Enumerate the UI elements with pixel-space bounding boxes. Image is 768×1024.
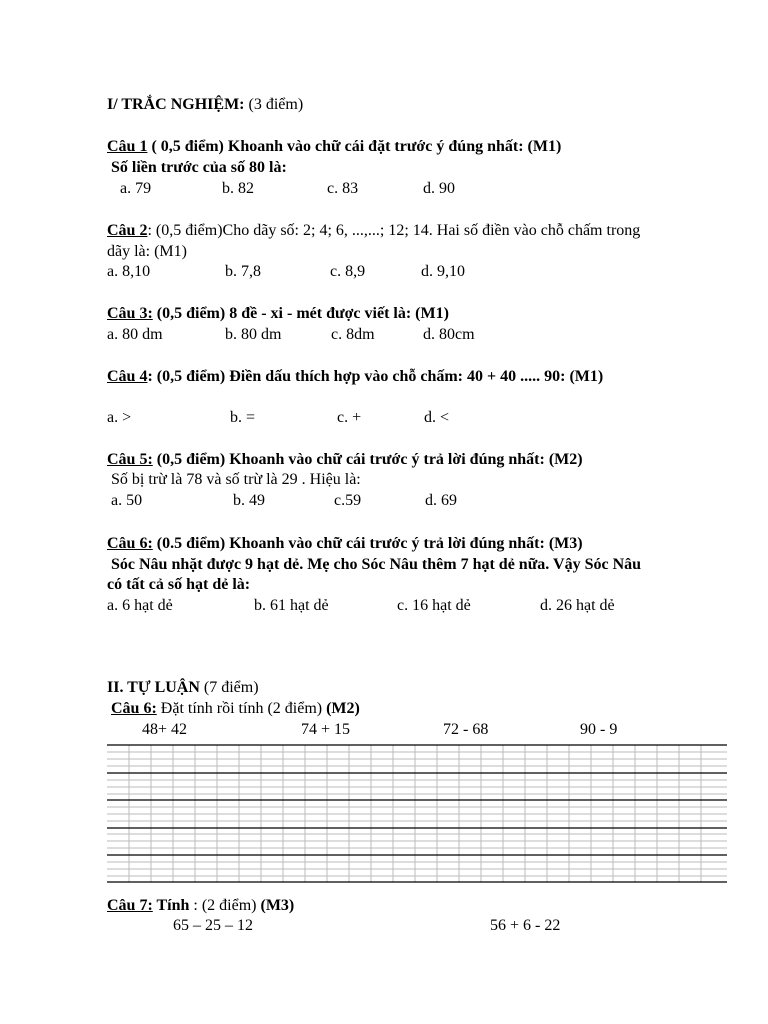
q6-option-d: d. 26 hạt dẻ (540, 597, 615, 614)
q1-option-c: c. 83 (327, 180, 359, 197)
q2-line (107, 221, 640, 241)
q2-option-a: a. 8,10 (107, 263, 151, 280)
section2-title: II. TỰ LUẬN (107, 679, 200, 696)
q4-option-c: c. + (337, 409, 362, 426)
q7-level: (M3) (260, 897, 295, 914)
q6-prompt-cont: có tất cả số hạt dẻ là: (107, 576, 251, 593)
q6b-expr-4: 90 - 9 (580, 721, 618, 738)
q5-prompt: Số bị trừ là 78 và số trừ là 29 . Hiệu là: (111, 471, 361, 488)
q1-option-b: b. 82 (222, 180, 254, 197)
q7-expr-2: 56 + 6 - 22 (490, 917, 561, 934)
q2-option-d: d. 9,10 (421, 263, 465, 280)
q5-line (107, 450, 583, 470)
q2-text-cont: dãy là: (M1) (107, 243, 187, 260)
q6b-line (111, 699, 360, 719)
q6-option-b: b. 61 hạt dẻ (254, 597, 329, 614)
q7-line (107, 896, 294, 916)
q1-text: ( 0,5 điểm) Khoanh vào chữ cái đặt trước ý đúng nhất: (M1) (147, 138, 562, 155)
section2-heading (107, 678, 259, 698)
q6-label: Câu 6: (107, 535, 153, 552)
q4-option-d: d. < (424, 409, 450, 426)
q1-line (107, 137, 561, 157)
section1-heading (107, 95, 303, 115)
q1-prompt: Số liền trước của số 80 là: (111, 159, 287, 176)
q6b-expr-2: 74 + 15 (301, 721, 351, 738)
q1-option-d: d. 90 (423, 180, 455, 197)
section1-title: I/ TRẮC NGHIỆM: (107, 96, 245, 113)
section2-points: (7 điểm) (199, 679, 259, 696)
section1-points: (3 điểm) (244, 96, 304, 113)
q6b-label: Câu 6: (111, 700, 157, 717)
q3-option-a: a. 80 dm (107, 326, 163, 343)
grid-thin-lines (107, 745, 727, 882)
writing-grid (107, 744, 727, 884)
q2-option-c: c. 8,9 (330, 263, 366, 280)
q5-option-c: c.59 (334, 492, 362, 509)
q6-option-c: c. 16 hạt dẻ (397, 597, 471, 614)
q3-label: Câu 3: (107, 305, 153, 322)
q4-option-b: b. = (230, 409, 256, 426)
q7-bold-word: Tính (152, 897, 190, 914)
q7-expr-1: 65 – 25 – 12 (173, 917, 253, 934)
q6b-expr-1: 48+ 42 (142, 721, 188, 738)
q4-text: : (0,5 điểm) Điền dấu thích hợp vào chỗ chấm: 40 + 40 ..... 90: (M1) (147, 368, 604, 385)
q2-text: : (0,5 điểm)Cho dãy số: 2; 4; 6, ...,...; 12; 14. Hai số điền vào chỗ chấm trong (147, 222, 641, 239)
q4-option-a: a. > (107, 409, 132, 426)
q7-label: Câu 7: (107, 897, 153, 914)
q3-option-d: d. 80cm (423, 326, 475, 343)
q3-option-c: c. 8dm (331, 326, 375, 343)
q4-label: Câu 4 (107, 368, 148, 385)
q5-option-a: a. 50 (111, 492, 143, 509)
q1-option-a: a. 79 (120, 180, 152, 197)
q6-option-a: a. 6 hạt dẻ (107, 597, 173, 614)
q6-prompt: Sóc Nâu nhặt được 9 hạt dẻ. Mẹ cho Sóc Nâu thêm 7 hạt dẻ nữa. Vậy Sóc Nâu (111, 556, 642, 573)
q6-text: (0.5 điểm) Khoanh vào chữ cái trước ý trả lời đúng nhất: (M3) (152, 535, 583, 552)
q5-option-b: b. 49 (233, 492, 265, 509)
q2-option-b: b. 7,8 (225, 263, 261, 280)
q6b-text: Đặt tính rồi tính (2 điểm) (156, 700, 327, 717)
q6b-level: (M2) (326, 700, 360, 717)
q1-label: Câu 1 (107, 138, 148, 155)
q3-line (107, 304, 449, 324)
q4-line (107, 367, 603, 387)
q3-text: (0,5 điểm) 8 đề - xi - mét được viết là: (M1) (152, 305, 449, 322)
q2-label: Câu 2 (107, 222, 148, 239)
q3-option-b: b. 80 dm (225, 326, 282, 343)
q5-text: (0,5 điểm) Khoanh vào chữ cái trước ý trả lời đúng nhất: (M2) (152, 451, 583, 468)
q5-label: Câu 5: (107, 451, 153, 468)
q5-option-d: d. 69 (425, 492, 457, 509)
q6-line (107, 534, 583, 554)
q6b-expr-3: 72 - 68 (443, 721, 489, 738)
q7-text: : (2 điểm) (189, 897, 261, 914)
